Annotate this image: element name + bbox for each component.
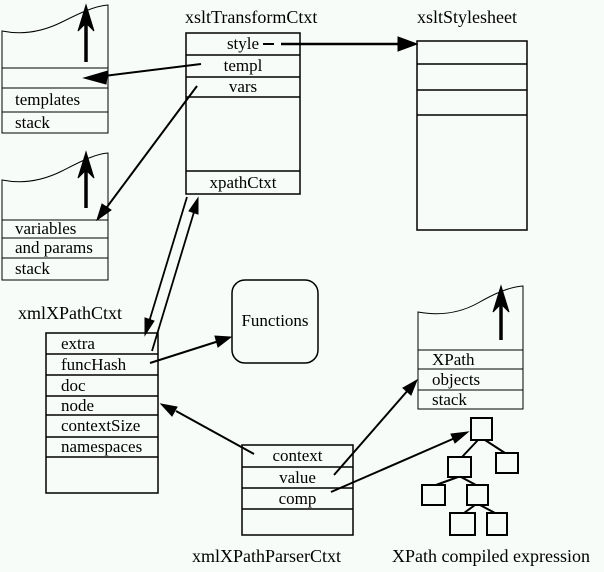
- tree-node: [496, 453, 518, 473]
- stack-row-templates: templates: [15, 90, 81, 109]
- tree-node: [471, 418, 492, 440]
- arrow-funchash-to-functions: [150, 336, 231, 363]
- tree-node: [448, 457, 471, 477]
- parser-ctxt-title: xmlXPathParserCtxt: [192, 546, 341, 566]
- tree-node: [422, 485, 445, 505]
- stack-row-xpath: XPath: [432, 350, 475, 369]
- stack-row-stack: stack: [432, 390, 467, 409]
- up-arrow-icon: [493, 286, 509, 340]
- field-doc: doc: [61, 376, 86, 395]
- field-context: context: [272, 446, 323, 465]
- field-vars: vars: [228, 77, 258, 96]
- field-templ: templ: [223, 56, 263, 75]
- field-node: node: [61, 396, 95, 415]
- up-arrow-icon: [78, 152, 94, 208]
- field-funchash: funcHash: [61, 355, 127, 374]
- stack-row-and-params: and params: [15, 238, 93, 257]
- stack-row-stack: stack: [15, 259, 50, 278]
- transform-ctxt-title: xsltTransformCtxt: [185, 7, 318, 27]
- stack-row-variables: variables: [15, 219, 77, 238]
- xpath-ctxt-title: xmlXPathCtxt: [18, 303, 123, 323]
- tree-node: [450, 513, 475, 535]
- arrow-vars-to-variables-stack: [97, 86, 197, 220]
- compiled-expression-title: XPath compiled expression: [392, 546, 590, 566]
- arrow-context-to-xpathctxt: [161, 404, 254, 454]
- field-value: value: [279, 468, 316, 487]
- functions-label: Functions: [241, 311, 309, 330]
- tree-node: [467, 485, 488, 505]
- compiled-expression-tree: [422, 418, 518, 535]
- field-style: style: [226, 34, 260, 53]
- stylesheet-title: xsltStylesheet: [417, 7, 517, 27]
- stack-row-objects: objects: [432, 370, 481, 389]
- field-comp: comp: [278, 489, 317, 508]
- arrow-extra-to-xpathctxt: [152, 198, 198, 351]
- field-contextsize: contextSize: [61, 416, 141, 435]
- tree-node: [487, 513, 507, 535]
- arrow-xpathctxt-to-extra: [145, 197, 187, 335]
- arrow-templ-to-templates-stack: [84, 64, 201, 84]
- field-extra: extra: [61, 334, 95, 353]
- stack-row-stack: stack: [15, 113, 50, 132]
- xslt-stylesheet-box: [417, 41, 527, 230]
- up-arrow-icon: [78, 5, 94, 62]
- field-xpathctxt: xpathCtxt: [209, 173, 277, 192]
- field-namespaces: namespaces: [61, 437, 143, 456]
